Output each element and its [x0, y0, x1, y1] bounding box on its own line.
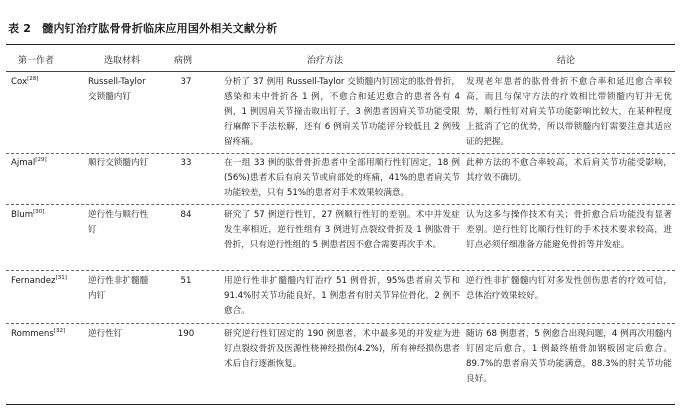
table-row: [6, 327, 675, 403]
header-conclusion: 结论: [557, 56, 576, 66]
table-row: [6, 75, 675, 151]
material-cell: 逆行性非扩髓髓内钉: [88, 276, 149, 301]
row-divider: [6, 153, 675, 154]
top-rule: [6, 44, 675, 45]
row-divider: [6, 204, 675, 205]
table-row: [6, 156, 675, 202]
method-cell: 研究了 57 例逆行性钉，27 例顺行性钉的差别。术中并发症发生率相近，逆行性组有 3 例进钉点裂纹骨折及 1 例肱骨干骨折，只有逆行性组的 5 例患者因不愈合需要再次手术。: [224, 210, 460, 250]
table-row: [6, 274, 675, 320]
conclusion-cell: 逆行性非扩髓髓内钉对多发性创伤患者的疗效可信，总体治疗效果较好。: [466, 276, 672, 301]
method-cell: 分析了 37 例用 Russell-Taylor 交锁髓内钉固定的肱骨骨折，感染和未中骨折各 1 例，不愈合和延迟愈合的患者各有 4 例，1 例因肩关节撞击取出钉子，3 例患者因肩关节功能受限行麻醉下手法松解，还有 6 例肩关节功能评分较低且 2 例残留疼痛。: [224, 77, 460, 147]
header-cases: 病例: [174, 56, 193, 66]
cases-cell: 190: [177, 329, 195, 339]
reference-mark: [30]: [33, 209, 45, 216]
author-cell: Fernandez[31]: [11, 275, 67, 286]
reference-mark: [32]: [53, 328, 66, 335]
cases-cell: 37: [180, 77, 192, 87]
cases-cell: 33: [180, 158, 192, 168]
conclusion-cell: 随访 68 例患者，5 例愈合出现问题，4 例再次用髓内钉固定后愈合，1 例最终植骨加钢板固定后愈合。89.7%的患者肩关节功能满意，88.3%的肘关节功能良好。: [466, 329, 672, 384]
header-method: 治疗方法: [307, 56, 344, 66]
table-title: 表 2 髓内钉治疗肱骨骨折临床应用国外相关文献分析: [8, 22, 278, 35]
conclusion-cell: 认为这多与操作技术有关；骨折愈合后功能没有显著差别。逆行性钉比顺行性钉的手术技术要求较高，进钉点必须仔细准备方能避免骨折等并发症。: [466, 210, 672, 250]
table-row: [6, 208, 675, 268]
method-cell: 用逆行性非扩髓髓内钉治疗 51 例骨折，95%患者肩关节和 91.4%肘关节功能良好，1 例患者有肘关节异位骨化，2 例不愈合。: [224, 276, 460, 316]
row-divider: [6, 270, 675, 271]
author-cell: Rommens[32]: [11, 328, 66, 339]
material-cell: 逆行性钉: [88, 329, 123, 339]
conclusion-cell: 发现老年患者的肱骨骨折不愈合率和延迟愈合率较高，而且与保守方法的疗效相比带锁髓内钉并无优势，顺行性钉对肩关节功能影响比较大，在某种程度上抵消了它的优势，所以带锁髓内钉需要注意其适应证的把握。: [466, 77, 672, 147]
reference-mark: [29]: [35, 157, 47, 164]
header-rule: [6, 71, 675, 72]
cases-cell: 51: [180, 276, 192, 286]
material-cell: 顺行交锁髓内钉: [88, 158, 149, 168]
author-cell: Ajmal[29]: [11, 157, 47, 168]
conclusion-cell: 此种方法的不愈合率较高，术后肩关节功能受影响，其疗效不确切。: [466, 158, 672, 183]
method-cell: 研究逆行性钉固定的 190 例患者，术中最多见的并发症为进钉点裂纹骨折及医源性桡神经损伤(4.2%)，所有神经损伤患者术后自行逐渐恢复。: [224, 329, 460, 369]
header-author: 第一作者: [18, 56, 55, 66]
method-cell: 在一组 33 例的肱骨骨折患者中全部用顺行性钉固定，18 例(56%)患者术后有肩关节或肩部处的疼痛，41%的患者肩关节功能较差，只有 51%的患者对手术效果较满意。: [224, 158, 460, 198]
author-cell: Blum[30]: [11, 209, 45, 220]
row-divider: [6, 323, 675, 324]
header-material: 选取材料: [104, 56, 141, 66]
author-cell: Cox[28]: [11, 76, 39, 87]
material-cell: Russell-Taylor 交锁髓内钉: [88, 77, 146, 102]
reference-mark: [31]: [55, 275, 67, 282]
material-cell: 逆行性与顺行性钉: [88, 210, 149, 235]
bottom-rule: [6, 404, 675, 405]
reference-mark: [28]: [27, 76, 39, 83]
cases-cell: 84: [180, 210, 192, 220]
